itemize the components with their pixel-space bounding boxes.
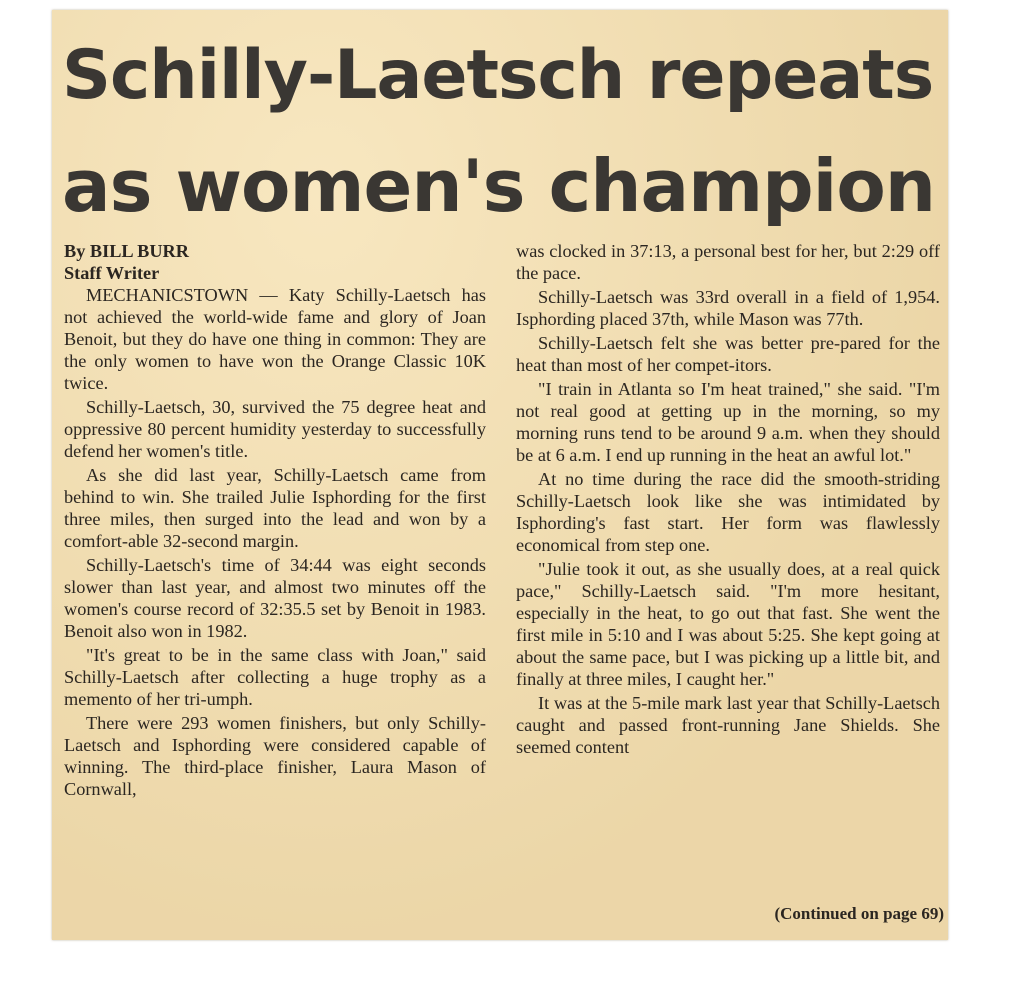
paragraph: was clocked in 37:13, a personal best for her, but 2:29 off the pace.: [516, 241, 940, 283]
paragraph: There were 293 women finishers, but only Schilly-Laetsch and Isphording were considered capable of winning. The third-place finisher, Laura Mason of Cornwall,: [64, 713, 486, 799]
paragraph: It was at the 5-mile mark last year that Schilly-Laetsch caught and passed front-running Jane Shields. She seemed content: [516, 693, 940, 757]
paragraph: Schilly-Laetsch's time of 34:44 was eight seconds slower than last year, and almost two minutes off the women's course record of 32:35.5 set by Benoit in 1983. Benoit also won in 1982.: [64, 555, 486, 641]
paragraph: "It's great to be in the same class with Joan," said Schilly-Laetsch after collecting a huge trophy as a memento of her tri-umph.: [64, 645, 486, 709]
paragraph: Schilly-Laetsch, 30, survived the 75 degree heat and oppressive 80 percent humidity yesterday to successfully defend her women's title.: [64, 397, 486, 461]
paragraph: At no time during the race did the smooth-striding Schilly-Laetsch look like she was intimidated by Isphording's fast start. Her form was flawlessly economical from step one.: [516, 469, 940, 555]
paragraph: "Julie took it out, as she usually does, at a real quick pace," Schilly-Laetsch said. "I'm more hesitant, especially in the heat, to go out that fast. She went the first mile in 5:10 and I was about 5:25. She kept going at about the same pace, but I was picking up a little bit, and finally at three miles, I caught her.": [516, 559, 940, 689]
paragraph: "I train in Atlanta so I'm heat trained," she said. "I'm not real good at getting up in the morning, so my morning runs tend to be around 9 a.m. when they should be at 6 a.m. I end up running in the heat an awful lot.": [516, 379, 940, 465]
headline-line-1: Schilly-Laetsch repeats: [62, 36, 934, 115]
article-column-2: [516, 240, 940, 760]
byline-role: Staff Writer: [64, 263, 160, 283]
article-column-1: [64, 240, 486, 802]
headline-line-2: as women's champion: [62, 144, 936, 228]
continued-note: (Continued on page 69): [774, 904, 944, 923]
newspaper-clipping: [52, 10, 948, 940]
byline-author: By BILL BURR: [64, 241, 189, 261]
paragraph: MECHANICSTOWN — Katy Schilly-Laetsch has not achieved the world-wide fame and glory of Joan Benoit, but they do have one thing in common: They are the only women to have won the Orange Classic 10K twice.: [64, 285, 486, 393]
paragraph: Schilly-Laetsch felt she was better pre-pared for the heat than most of her compet-itors.: [516, 333, 940, 375]
paragraph: Schilly-Laetsch was 33rd overall in a field of 1,954. Isphording placed 37th, while Mason was 77th.: [516, 287, 940, 329]
paragraph: As she did last year, Schilly-Laetsch came from behind to win. She trailed Julie Isphording for the first three miles, then surged into the lead and won by a comfort-able 32-second margin.: [64, 465, 486, 551]
